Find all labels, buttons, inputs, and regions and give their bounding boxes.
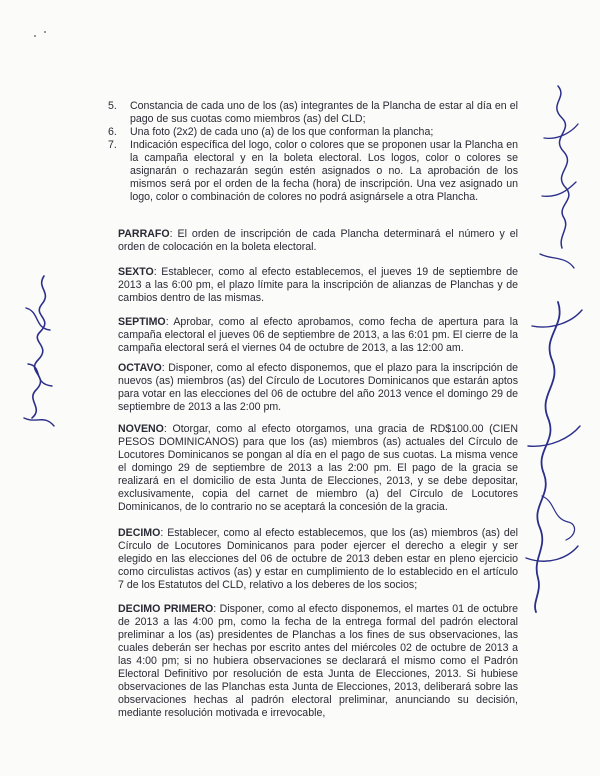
scan-speck (44, 31, 46, 33)
requirements-list (108, 100, 518, 204)
list-item (108, 100, 518, 126)
paragraph-heading: PARRAFO (118, 228, 170, 240)
list-number: 5. (108, 100, 117, 112)
paragraph-text: : Disponer, como al efecto disponemos, el martes 01 de octubre de 2013 a las 4:00 pm, como la fecha de la entrega formal del padrón electoral preliminar a los (as) presidentes de Planchas a los fines de sus observaciones, las cuales deberán ser hechas por escrito antes del miércoles 02 de octubre de 2013 a las 4:00 pm; si no hubiera observaciones se declarará el mismo como el Padrón Electoral Definitivo por resolución de esta Junta de Elecciones, 2013. Si hubiese observaciones de las Planchas esta Junta de Elecciones, 2013, deliberará sobre las observaciones hechas al padrón electoral preliminar, anunciando su decisión, mediante resolución motivada e irrevocable, (118, 603, 518, 719)
paragraph-text: : Establecer, como al efecto establecemos, que los (as) miembros (as) del Círculo de Locutores Dominicanos para poder ejercer el derecho a elegir y ser elegido en las elecciones del 06 de octubre de 2013 deben estar en pleno ejercicio como circulistas activos (as) y estar en cumplimiento de lo establecido en el artículo 7 de los Estatutos del CLD, relativo a los deberes de los socios; (118, 527, 518, 591)
list-text: Una foto (2x2) de cada uno (a) de los que conforman la plancha; (130, 126, 434, 138)
paragraph-heading: DECIMO (118, 527, 161, 539)
right-margin-signature-bottom (512, 296, 592, 616)
paragraph-text: : Establecer, como al efecto establecemos, el jueves 19 de septiembre de 2013 a las 6:00 pm, el plazo límite para la inscripción de alianzas de Planchas y de cambios dentro de las mismas. (118, 266, 518, 304)
list-text: Constancia de cada uno de los (as) integrantes de la Plancha de estar al día en el pago de sus cuotas como miembros (as) del CLD; (130, 100, 518, 125)
paragraph-decimo-primero (118, 603, 518, 720)
paragraph-parrafo (118, 228, 518, 254)
paragraph-text: : El orden de inscripción de cada Plancha determinará el número y el orden de colocación en la boleta electoral. (118, 228, 518, 253)
paragraph-heading: OCTAVO (118, 362, 162, 374)
paragraph-septimo (118, 316, 518, 355)
list-text: Indicación específica del logo, color o colores que se proponen usar la Plancha en la campaña electoral y en la boleta electoral. Los logos, color o colores se asignarán o rechazarán según estén asignados o no. La aprobación de los mismos será por el orden de la fecha (hora) de inscripción. Una vez asignado un logo, color o combinación de colores no podrá asignársele a otra Plancha. (130, 139, 518, 203)
paragraph-text: : Disponer, como al efecto disponemos, que el plazo para la inscripción de nuevos (as) miembros (as) del Círculo de Locutores Dominicanos que estarán aptos para votar en las elecciones del 06 de octubre del año 2013 vence el domingo 29 de septiembre de 2013 a las 2:00 pm. (118, 362, 518, 413)
paragraph-sexto (118, 266, 518, 305)
paragraph-heading: DECIMO PRIMERO (118, 603, 214, 615)
paragraph-text: : Aprobar, como al efecto aprobamos, como fecha de apertura para la campaña electoral el jueves 06 de septiembre de 2013, a las 6:01 pm. El cierre de la campaña electoral será el viernes 04 de octubre de 2013, a las 12:00 am. (118, 316, 518, 354)
paragraph-heading: SEPTIMO (118, 316, 166, 328)
paragraph-heading: SEXTO (118, 266, 154, 278)
paragraph-text: : Otorgar, como al efecto otorgamos, una gracia de RD$100.00 (CIEN PESOS DOMINICANOS) para que los (as) miembros (as) actuales del Círculo de Locutores Dominicanos se pongan al día en el pago de sus cuotas. La misma vence el domingo 29 de septiembre de 2013 a las 2:00 pm. El pago de la gracia se realizará en el domicilio de esta Junta de Elecciones, 2013, y se debe depositar, exclusivamente, copia del carnet de miembro (a) del Círculo de Locutores Dominicanos, de lo contrario no se aceptará la concesión de la gracia. (118, 423, 518, 513)
paragraph-noveno (118, 423, 518, 514)
paragraph-decimo (118, 527, 518, 592)
list-item (108, 139, 518, 204)
right-margin-signature-top (518, 78, 588, 278)
list-number: 6. (108, 126, 117, 138)
paragraph-octavo (118, 362, 518, 414)
list-item (108, 126, 518, 139)
left-margin-signature (14, 268, 70, 438)
scan-speck (34, 35, 36, 37)
list-number: 7. (108, 139, 117, 151)
paragraph-heading: NOVENO (118, 423, 164, 435)
